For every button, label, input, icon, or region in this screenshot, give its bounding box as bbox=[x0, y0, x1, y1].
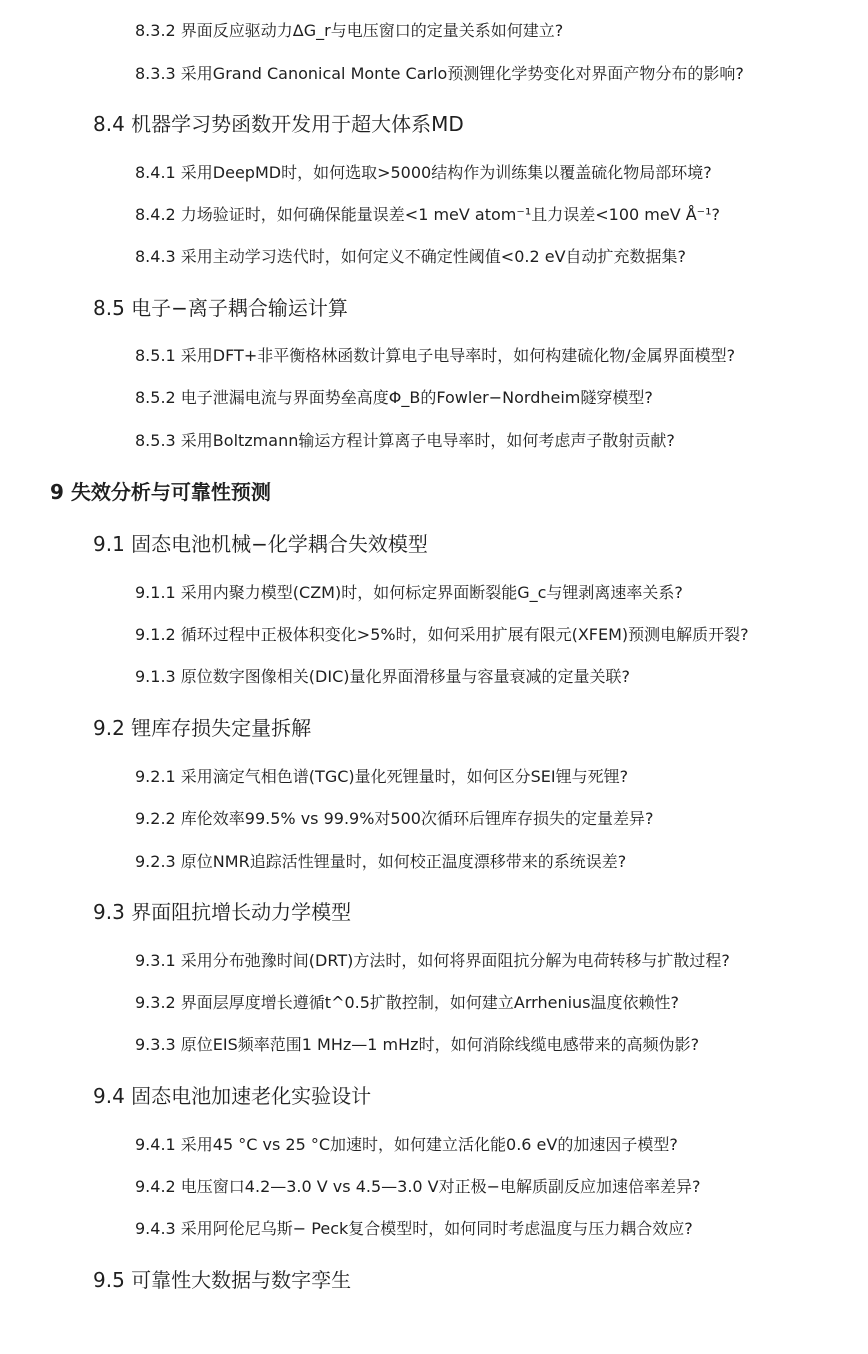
subsection-9-2-1: 9.2.1 采用滴定气相色谱(TGC)量化死锂量时，如何区分SEI锂与死锂? bbox=[135, 767, 629, 786]
subsection-8-4-2: 8.4.2 力场验证时，如何确保能量误差<1 meV atom⁻¹且力误差<100 meV Å⁻¹? bbox=[135, 205, 721, 224]
chapter-9: 9 失效分析与可靠性预测 bbox=[50, 480, 271, 504]
subsection-8-4-3: 8.4.3 采用主动学习迭代时，如何定义不确定性阈值<0.2 eV自动扩充数据集? bbox=[135, 247, 687, 266]
section-9-3: 9.3 界面阻抗增长动力学模型 bbox=[93, 900, 352, 924]
subsection-9-3-1: 9.3.1 采用分布弛豫时间(DRT)方法时，如何将界面阻抗分解为电荷转移与扩散过程? bbox=[135, 951, 730, 970]
subsection-9-4-2: 9.4.2 电压窗口4.2—3.0 V vs 4.5—3.0 V对正极−电解质副反应加速倍率差异? bbox=[135, 1177, 701, 1196]
subsection-8-5-1: 8.5.1 采用DFT+非平衡格林函数计算电子电导率时，如何构建硫化物/金属界面模型? bbox=[135, 346, 736, 365]
subsection-9-2-3: 9.2.3 原位NMR追踪活性锂量时，如何校正温度漂移带来的系统误差? bbox=[135, 852, 627, 871]
subsection-8-3-2: 8.3.2 界面反应驱动力ΔG_r与电压窗口的定量关系如何建立? bbox=[135, 21, 564, 40]
section-9-4: 9.4 固态电池加速老化实验设计 bbox=[93, 1084, 372, 1108]
section-9-2: 9.2 锂库存损失定量拆解 bbox=[93, 716, 312, 740]
subsection-8-5-3: 8.5.3 采用Boltzmann输运方程计算离子电导率时，如何考虑声子散射贡献? bbox=[135, 431, 675, 450]
section-8-4: 8.4 机器学习势函数开发用于超大体系MD bbox=[93, 112, 464, 136]
subsection-9-1-3: 9.1.3 原位数字图像相关(DIC)量化界面滑移量与容量衰减的定量关联? bbox=[135, 667, 630, 686]
subsection-9-3-3: 9.3.3 原位EIS频率范围1 MHz—1 mHz时，如何消除线缆电感带来的高频伪影? bbox=[135, 1035, 700, 1054]
section-8-5: 8.5 电子−离子耦合输运计算 bbox=[93, 296, 348, 320]
subsection-9-4-1: 9.4.1 采用45 °C vs 25 °C加速时，如何建立活化能0.6 eV的加速因子模型? bbox=[135, 1135, 678, 1154]
subsection-8-4-1: 8.4.1 采用DeepMD时，如何选取>5000结构作为训练集以覆盖硫化物局部环境? bbox=[135, 163, 712, 182]
subsection-9-2-2: 9.2.2 库伦效率99.5% vs 99.9%对500次循环后锂库存损失的定量差异? bbox=[135, 809, 654, 828]
subsection-9-1-2: 9.1.2 循环过程中正极体积变化>5%时，如何采用扩展有限元(XFEM)预测电解质开裂? bbox=[135, 625, 749, 644]
subsection-8-5-2: 8.5.2 电子泄漏电流与界面势垒高度Φ_B的Fowler−Nordheim隧穿模型? bbox=[135, 388, 653, 407]
section-9-1: 9.1 固态电池机械−化学耦合失效模型 bbox=[93, 532, 428, 556]
subsection-9-1-1: 9.1.1 采用内聚力模型(CZM)时，如何标定界面断裂能G_c与锂剥离速率关系? bbox=[135, 583, 683, 602]
section-9-5: 9.5 可靠性大数据与数字孪生 bbox=[93, 1268, 352, 1292]
subsection-8-3-3: 8.3.3 采用Grand Canonical Monte Carlo预测锂化学势变化对界面产物分布的影响? bbox=[135, 64, 744, 83]
subsection-9-4-3: 9.4.3 采用阿伦尼乌斯− Peck复合模型时，如何同时考虑温度与压力耦合效应? bbox=[135, 1219, 693, 1238]
subsection-9-3-2: 9.3.2 界面层厚度增长遵循t^0.5扩散控制，如何建立Arrhenius温度依赖性? bbox=[135, 993, 680, 1012]
